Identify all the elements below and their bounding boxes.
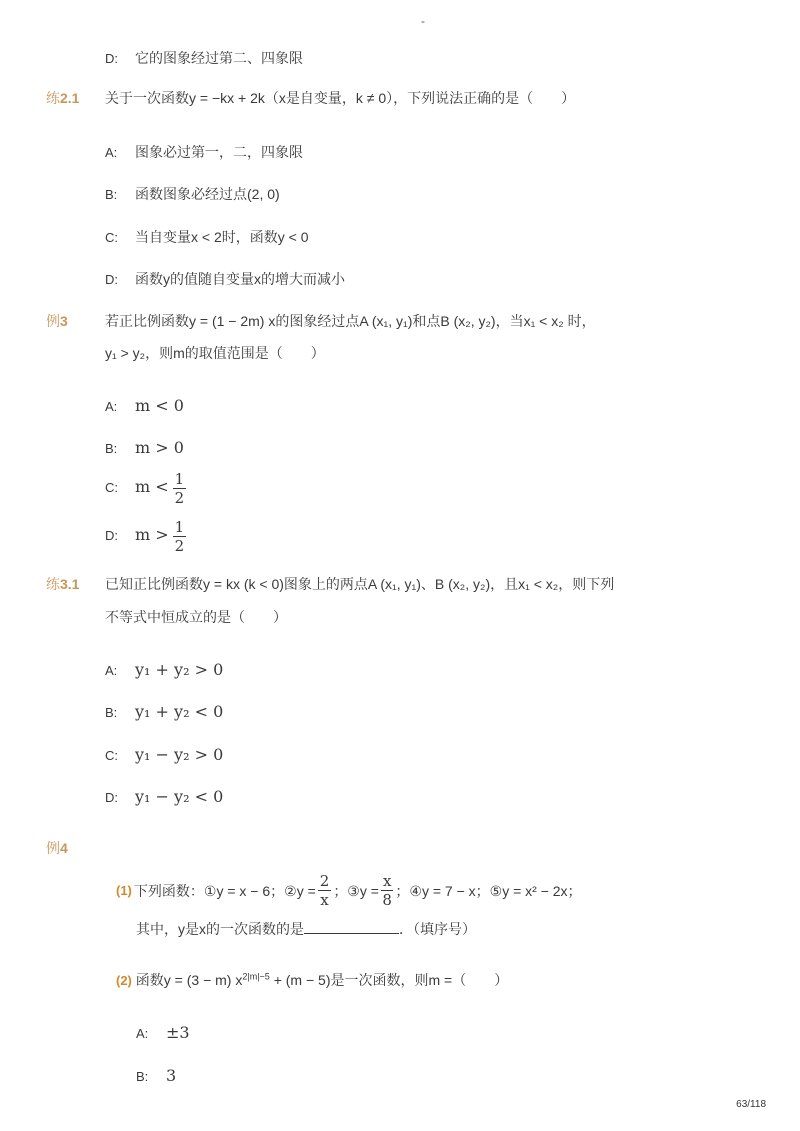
fraction xyxy=(173,518,187,555)
option-math: ±3 xyxy=(166,1023,190,1042)
option-letter: A: xyxy=(105,663,118,678)
option-text: 图象必过第一，二，四象限 xyxy=(135,144,303,160)
option-c xyxy=(105,470,186,507)
option-text: 当自变量x < 2时，函数y < 0 xyxy=(135,229,309,245)
option-a xyxy=(105,396,184,415)
subquestion-2 xyxy=(116,970,508,990)
prev-option-d xyxy=(105,48,303,68)
tag-number: 4 xyxy=(60,840,68,856)
option-b xyxy=(105,438,184,457)
fraction-denominator: 8 xyxy=(382,891,392,909)
subquestion-text: 下列函数：①y = x − 6；②y = xyxy=(133,882,316,899)
fraction-numerator: 2 xyxy=(319,872,330,890)
tag-number: 2.1 xyxy=(60,90,80,106)
subquestion-text: 其中，y是x的一次函数的是 xyxy=(136,921,304,937)
subquestion-text: 函数y = (3 − m) x xyxy=(135,972,243,988)
subquestion-text: ；③y = xyxy=(333,882,379,899)
exponent: 2|m|−5 xyxy=(242,971,270,982)
subquestion-text: ．（填序号） xyxy=(399,921,476,937)
tag-prefix: 例 xyxy=(46,313,60,329)
question-tag-2-1 xyxy=(46,88,79,108)
option-math: y₁ − y₂ < 0 xyxy=(135,787,224,806)
fraction-numerator: 1 xyxy=(174,518,185,536)
option-text: 它的图象经过第二、四象限 xyxy=(135,50,303,66)
question-tag-3 xyxy=(46,311,68,331)
question-tag-4 xyxy=(46,838,68,858)
option-letter: B: xyxy=(105,441,118,456)
option-a xyxy=(136,1023,190,1042)
option-math: y₁ + y₂ > 0 xyxy=(135,660,224,679)
option-math: m > xyxy=(135,525,169,545)
fraction-denominator: x xyxy=(320,891,329,909)
subquestion-text: ；④y = 7 − x；⑤y = x² − 2x； xyxy=(395,882,582,899)
answer-blank[interactable] xyxy=(304,921,399,934)
fraction-denominator: 2 xyxy=(174,489,185,507)
option-math: y₁ − y₂ > 0 xyxy=(135,745,224,764)
option-letter: D: xyxy=(105,528,118,544)
option-letter: B: xyxy=(105,705,118,720)
subquestion-label: (2) xyxy=(116,973,132,988)
tag-prefix: 练 xyxy=(46,90,60,106)
option-d xyxy=(105,518,186,555)
option-b xyxy=(105,184,280,204)
tag-prefix: 练 xyxy=(46,576,60,592)
option-d xyxy=(105,787,223,806)
fraction xyxy=(381,872,393,909)
option-math: m < 0 xyxy=(135,396,184,415)
question-stem-line2: y₁ > y₂，则m的取值范围是（ ） xyxy=(105,345,325,361)
fraction xyxy=(318,872,332,909)
option-b xyxy=(136,1066,176,1085)
option-letter: A: xyxy=(105,145,118,160)
option-c xyxy=(105,745,223,764)
option-math: m < xyxy=(135,477,169,497)
subquestion-text: + (m − 5)是一次函数，则m =（ ） xyxy=(269,972,509,988)
option-letter: B: xyxy=(136,1069,149,1084)
question-stem-line1: 若正比例函数y = (1 − 2m) x的图象经过点A (x₁, y₁)和点B (x₂, y₂)，当x₁ < x₂ 时， xyxy=(105,313,596,329)
option-text: 函数y的值随自变量x的增大而减小 xyxy=(135,271,345,287)
option-b xyxy=(105,702,223,721)
option-letter: A: xyxy=(136,1026,149,1041)
option-letter: D: xyxy=(105,790,118,805)
fraction xyxy=(173,470,187,507)
fraction-denominator: 2 xyxy=(174,537,185,555)
option-d xyxy=(105,269,345,289)
option-letter: D: xyxy=(105,51,118,66)
option-a xyxy=(105,660,223,679)
option-letter: D: xyxy=(105,272,118,287)
tag-number: 3.1 xyxy=(60,576,80,592)
top-mark: - xyxy=(421,14,425,28)
option-letter: C: xyxy=(105,230,118,245)
option-math: y₁ + y₂ < 0 xyxy=(135,702,224,721)
subquestion-1-line1 xyxy=(116,872,582,909)
fraction-numerator: 1 xyxy=(174,470,185,488)
question-tag-3-1 xyxy=(46,574,79,594)
page-number: 63/118 xyxy=(736,1099,766,1110)
option-text: 函数图象必经过点(2, 0) xyxy=(135,186,280,202)
question-stem: 关于一次函数y = −kx + 2k（x是自变量，k ≠ 0），下列说法正确的是（ ） xyxy=(105,90,576,106)
fraction-numerator: x xyxy=(382,872,392,890)
option-letter: B: xyxy=(105,187,118,202)
subquestion-1-line2 xyxy=(136,919,476,939)
question-stem-line2: 不等式中恒成立的是（ ） xyxy=(105,609,287,625)
question-stem-line1: 已知正比例函数y = kx (k < 0)图象上的两点A (x₁, y₁)、B (x₂, y₂)，且x₁ < x₂，则下列 xyxy=(105,576,615,592)
option-math: m > 0 xyxy=(135,438,184,457)
tag-prefix: 例 xyxy=(46,840,60,856)
option-letter: C: xyxy=(105,480,118,496)
option-c xyxy=(105,227,308,247)
tag-number: 3 xyxy=(60,313,68,329)
subquestion-label: (1) xyxy=(116,883,132,898)
option-letter: A: xyxy=(105,399,118,414)
option-a xyxy=(105,142,303,162)
option-letter: C: xyxy=(105,748,118,763)
option-math: 3 xyxy=(166,1066,177,1085)
